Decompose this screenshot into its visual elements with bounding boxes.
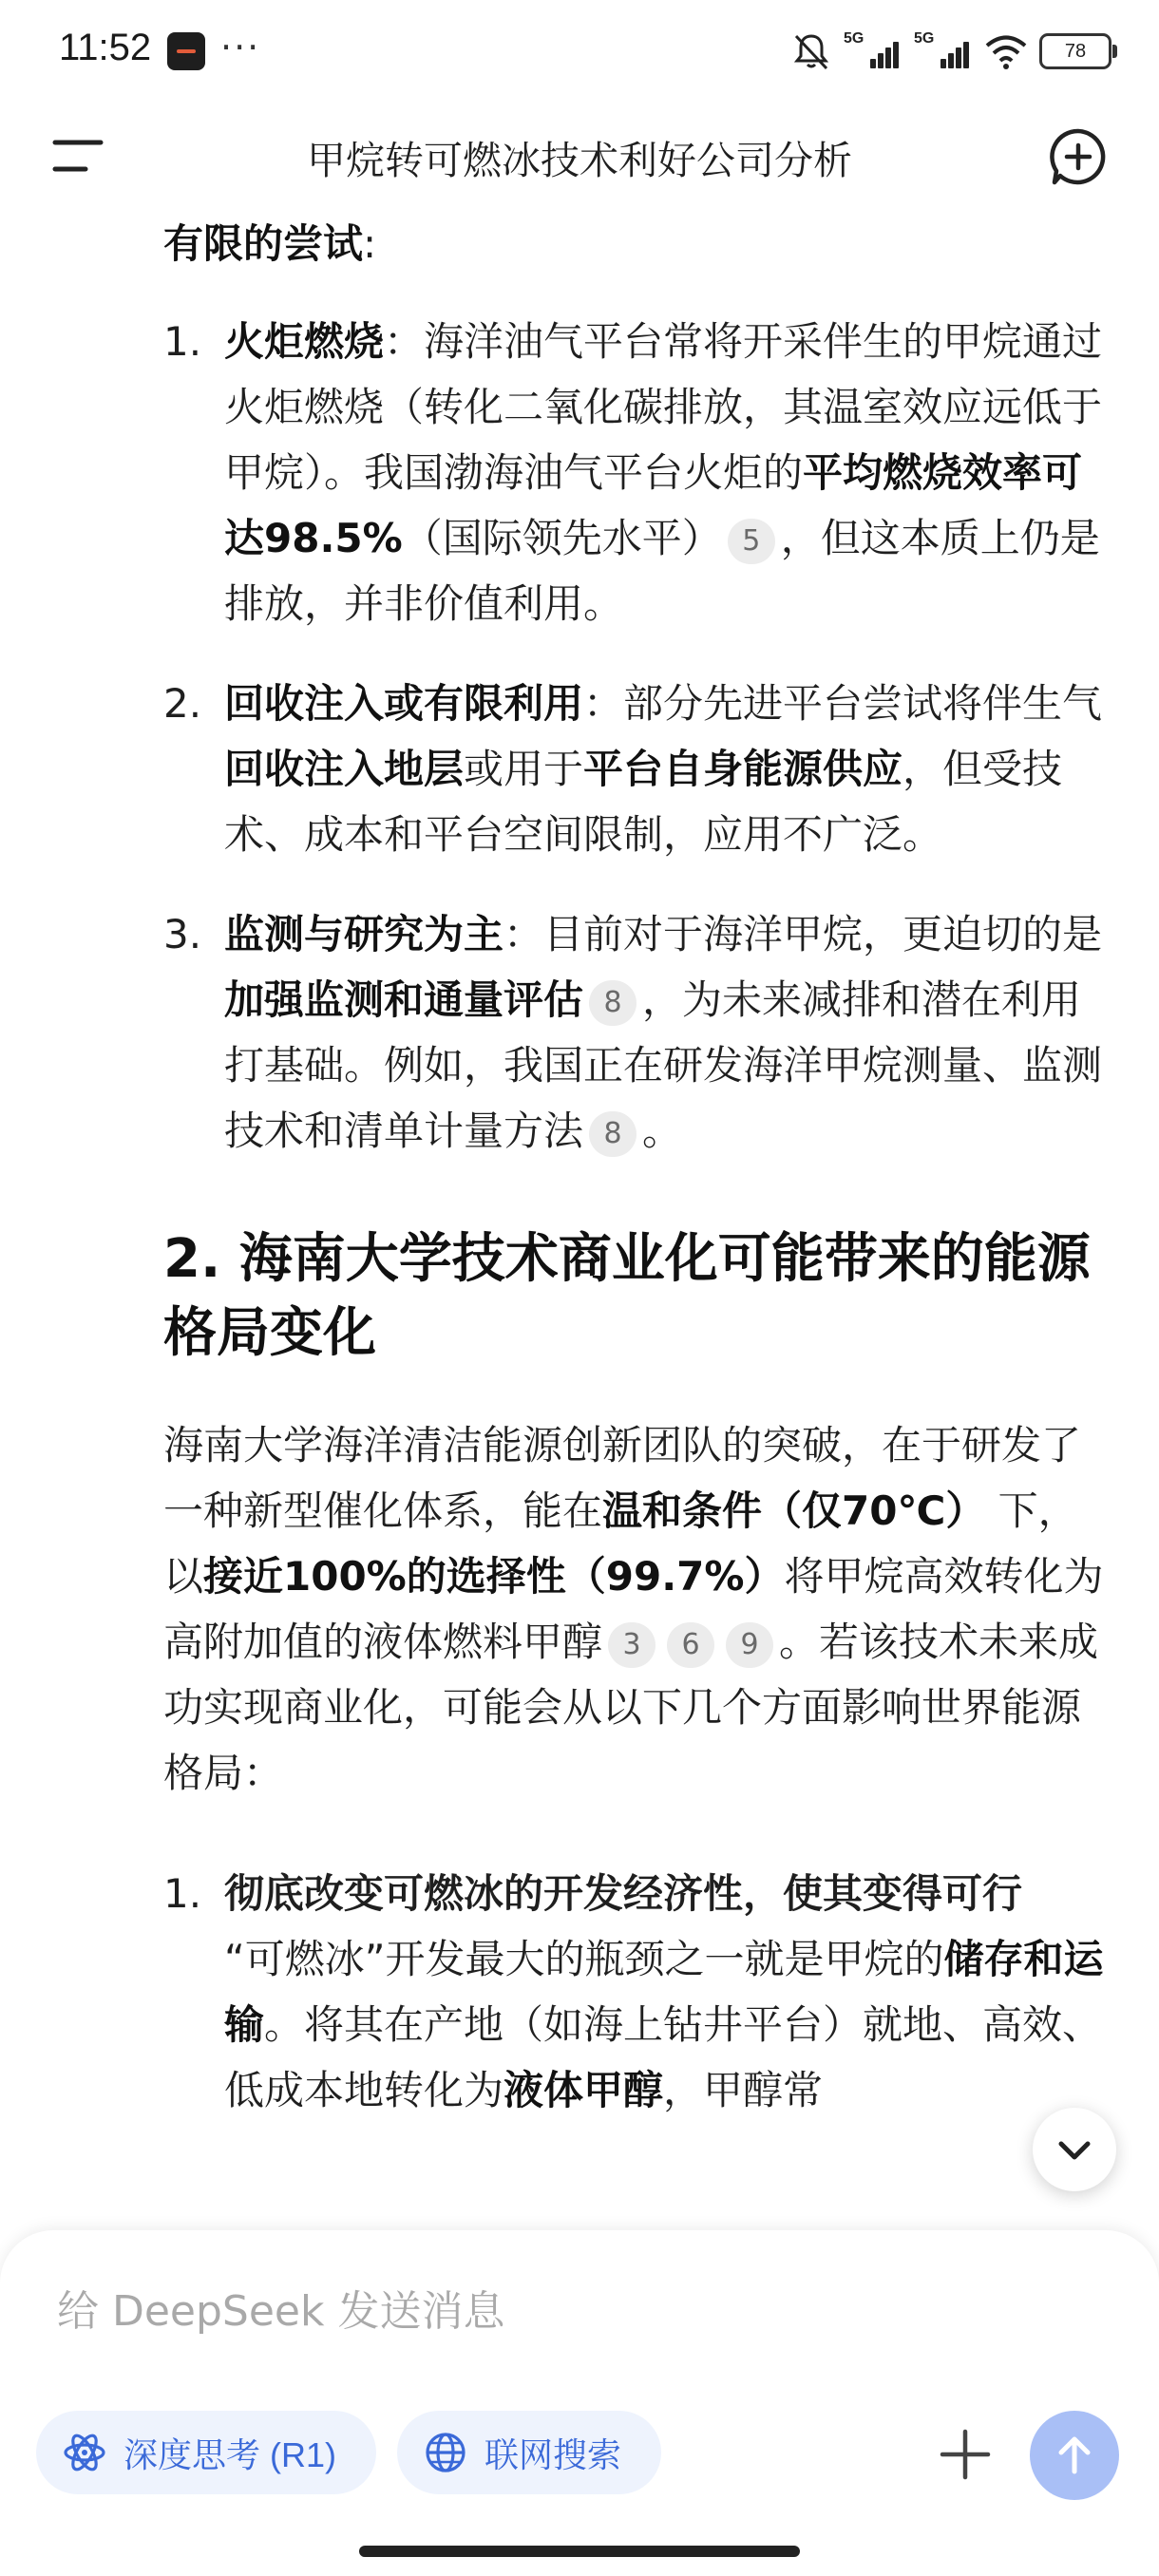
composer xyxy=(0,2230,1159,2576)
signal-icon-2: 5G xyxy=(914,32,973,70)
citation-badge[interactable]: 9 xyxy=(726,1622,773,1668)
item-title: 彻底改变可燃冰的开发经济性，使其变得可行 xyxy=(224,1870,1023,1917)
mute-bell-icon xyxy=(790,30,832,72)
signal-icon: 5G xyxy=(844,32,902,70)
chevron-down-icon xyxy=(1033,2108,1116,2191)
list-item: 3. 监测与研究为主：目前对于海洋甲烷，更迫切的是加强监测和通量评估 8 ，为未来减排和潜在利用打基础。例如，我国正在研发海洋甲烷测量、监测技术和清单计量方法 8 。 xyxy=(163,901,1113,1164)
clock: 11:52 xyxy=(59,27,152,68)
scroll-to-bottom-button[interactable] xyxy=(1033,2108,1116,2191)
new-chat-icon[interactable] xyxy=(1049,127,1108,186)
intro-line: 有限的尝试: xyxy=(163,220,377,267)
status-bar xyxy=(0,0,1159,103)
citation-badge[interactable]: 8 xyxy=(589,980,636,1026)
impact-list xyxy=(163,1861,1113,2123)
wifi-icon xyxy=(984,32,1028,70)
plus-icon[interactable] xyxy=(935,2424,996,2485)
citation-badge[interactable]: 6 xyxy=(667,1622,714,1668)
message-input[interactable] xyxy=(55,2282,1009,2340)
citation-badge[interactable]: 3 xyxy=(608,1622,656,1668)
globe-icon xyxy=(424,2431,467,2474)
atom-icon xyxy=(63,2431,106,2474)
web-search-label: 联网搜索 xyxy=(484,2434,622,2474)
citation-badge[interactable]: 8 xyxy=(589,1111,636,1157)
home-indicator[interactable] xyxy=(359,2546,800,2557)
send-button[interactable] xyxy=(1030,2411,1119,2500)
list-item: 1. 彻底改变可燃冰的开发经济性，使其变得可行 “可燃冰”开发最大的瓶颈之一就是甲烷的储存和运输。将其在产地（如海上钻井平台）就地、高效、低成本地转化为液体甲醇，甲醇常 xyxy=(163,1870,1104,2113)
notification-app-icon xyxy=(167,32,205,70)
arrow-up-icon xyxy=(1051,2432,1098,2479)
deep-think-toggle[interactable] xyxy=(36,2411,376,2494)
page-title: 甲烷转可燃冰技术利好公司分析 xyxy=(307,138,852,183)
list-item: 2. 回收注入或有限利用：部分先进平台尝试将伴生气回收注入地层或用于平台自身能源供应，但受技术、成本和平台空间限制，应用不广泛。 xyxy=(163,680,1103,858)
web-search-toggle[interactable] xyxy=(397,2411,661,2494)
citation-badge[interactable]: 5 xyxy=(728,519,775,564)
deep-think-label: 深度思考 (R1) xyxy=(124,2434,336,2474)
list-item: 1. 火炬燃烧：海洋油气平台常将开采伴生的甲烷通过火炬燃烧（转化二氧化碳排放，其温室效应远低于甲烷）。我国渤海油气平台火炬的平均燃烧效率可达98.5%（国际领先水平） 5 ，但这本质上仍是排放，并非价值利用。 xyxy=(163,318,1103,627)
assistant-message xyxy=(163,211,1113,2157)
chat-header xyxy=(0,103,1159,209)
attempts-list xyxy=(163,309,1113,1164)
battery-icon: 78 xyxy=(1039,33,1112,69)
section-heading: 2. 海南大学技术商业化可能带来的能源格局变化 xyxy=(163,1228,1091,1364)
paragraph: 海南大学海洋清洁能源创新团队的突破，在于研发了一种新型催化体系，能在温和条件（仅70℃） 下，以接近100%的选择性（99.7%）将甲烷高效转化为高附加值的液体燃料甲醇 3 6 9 。若该技术未来成功实现商业化，可能会从以下几个方面影响世界能源格局： xyxy=(163,1422,1104,1796)
more-notifications-icon: ··· xyxy=(220,27,261,68)
